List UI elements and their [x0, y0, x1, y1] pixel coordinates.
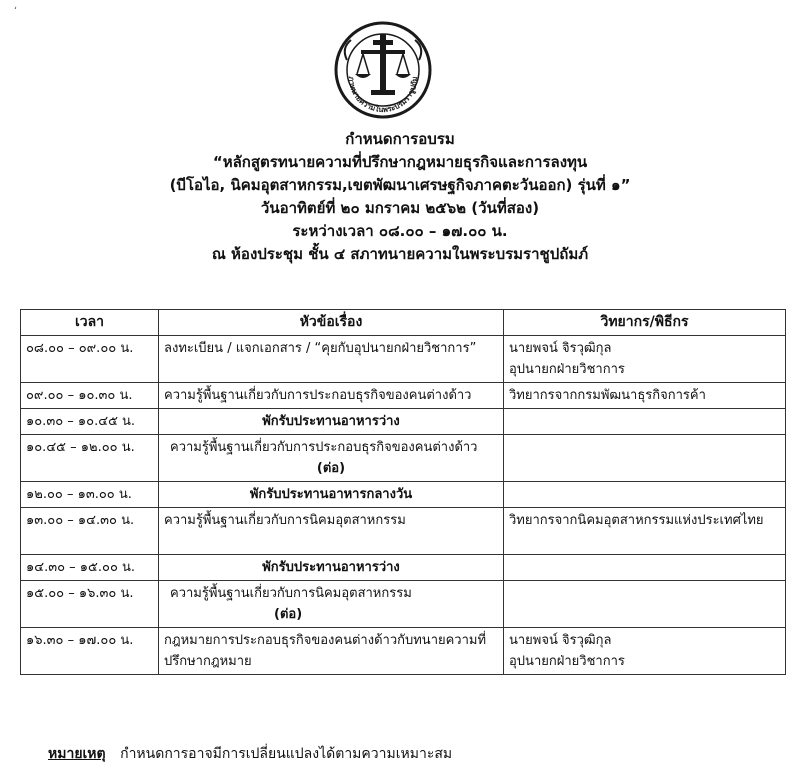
table-row	[21, 482, 786, 508]
row-speaker-empty	[504, 409, 786, 435]
footnote-text: กำหนดการอาจมีการเปลี่ยนแปลงได้ตามความเหมาะสม	[120, 746, 453, 762]
row-topic: ลงทะเบียน / แจกเอกสาร / “คุยกับอุปนายกฝ่ายวิชาการ”	[159, 336, 504, 383]
table-row	[21, 581, 786, 628]
header-topic-column: หัวข้อเรื่อง	[159, 310, 504, 336]
row-topic: ความรู้พื้นฐานเกี่ยวกับการประกอบธุรกิจของคนต่างด้าว	[159, 383, 504, 409]
header-speaker-column: วิทยากร/พิธีกร	[504, 310, 786, 336]
row-time: ๐๙.๐๐ – ๑๐.๓๐ น.	[21, 383, 159, 409]
logo-emblem-text: ภาทนายความในพระบรมราชูปถัม	[346, 76, 420, 115]
table-row	[21, 336, 786, 383]
row-time: ๑๒.๐๐ – ๑๓.๐๐ น.	[21, 482, 159, 508]
schedule-table	[20, 309, 786, 675]
row-speaker-empty	[504, 555, 786, 581]
header-time-column: เวลา	[21, 310, 159, 336]
table-row	[21, 435, 786, 482]
lawyers-council-logo	[333, 20, 433, 120]
logo-emblem-icon	[333, 20, 433, 120]
row-speaker	[504, 628, 786, 675]
row-break-topic: พักรับประทานอาหารว่าง	[159, 555, 504, 581]
table-row	[21, 383, 786, 409]
topic-text: ความรู้พื้นฐานเกี่ยวกับการประกอบธุรกิจของคนต่างด้าว	[170, 440, 478, 455]
speaker-position: อุปนายกฝ่ายวิชาการ	[509, 654, 625, 669]
row-speaker-empty	[504, 482, 786, 508]
header-time: ระหว่างเวลา ๐๘.๐๐ – ๑๗.๐๐ น.	[292, 222, 508, 240]
speaker-name: นายพจน์ จิรวุฒิกุล	[509, 633, 612, 648]
row-topic	[159, 628, 504, 675]
topic-continued: (ต่อ)	[274, 607, 303, 622]
row-topic	[159, 581, 504, 628]
speaker-name: นายพจน์ จิรวุฒิกุล	[509, 341, 612, 356]
row-time: ๑๐.๓๐ – ๑๐.๔๕ น.	[21, 409, 159, 435]
row-time: ๑๔.๓๐ – ๑๕.๐๐ น.	[21, 555, 159, 581]
topic-continued: (ต่อ)	[316, 461, 346, 476]
footnote-label: หมายเหตุ	[48, 746, 106, 762]
topic-text: ความรู้พื้นฐานเกี่ยวกับการนิคมอุตสาหกรรม	[170, 586, 412, 601]
row-time: ๐๘.๐๐ – ๐๙.๐๐ น.	[21, 336, 159, 383]
corner-mark: ʻ	[14, 6, 18, 17]
table-row	[21, 628, 786, 675]
row-time: ๑๐.๔๕ – ๑๒.๐๐ น.	[21, 435, 159, 482]
row-topic	[159, 435, 504, 482]
header-date: วันอาทิตย์ที่ ๒๐ มกราคม ๒๕๖๒ (วันที่สอง)	[260, 199, 540, 217]
document-header	[0, 128, 800, 266]
row-speaker-empty	[504, 581, 786, 628]
footnote	[48, 743, 452, 765]
header-venue: ณ ห้องประชุม ชั้น ๔ สภาทนายความในพระบรมราชูปถัมภ์	[211, 245, 589, 263]
header-course-name: “หลักสูตรทนายความที่ปรึกษากฎหมายธุรกิจและการลงทุน	[212, 153, 588, 171]
header-title: กำหนดการอบรม	[345, 130, 455, 148]
row-speaker: วิทยากรจากนิคมอุตสาหกรรมแห่งประเทศไทย	[504, 508, 786, 555]
row-speaker-empty	[504, 435, 786, 482]
row-time: ๑๓.๐๐ – ๑๔.๓๐ น.	[21, 508, 159, 555]
row-time: ๑๖.๓๐ – ๑๗.๐๐ น.	[21, 628, 159, 675]
table-row	[21, 409, 786, 435]
table-header-row	[21, 310, 786, 336]
row-break-topic: พักรับประทานอาหารว่าง	[159, 409, 504, 435]
topic-text: กฎหมายการประกอบธุรกิจของคนต่างด้าวกับทนายความที่	[164, 633, 487, 648]
header-course-subtitle: (บีโอไอ, นิคมอุตสาหกรรม,เขตพัฒนาเศรษฐกิจภาคตะวันออก) รุ่นที่ ๑”	[169, 176, 631, 194]
speaker-position: อุปนายกฝ่ายวิชาการ	[509, 362, 625, 377]
topic-text-line2: ปรึกษากฎหมาย	[164, 654, 252, 669]
row-speaker	[504, 336, 786, 383]
table-row	[21, 555, 786, 581]
row-break-topic: พักรับประทานอาหารกลางวัน	[159, 482, 504, 508]
row-speaker: วิทยากรจากกรมพัฒนาธุรกิจการค้า	[504, 383, 786, 409]
row-time: ๑๕.๐๐ – ๑๖.๓๐ น.	[21, 581, 159, 628]
table-row	[21, 508, 786, 555]
row-topic: ความรู้พื้นฐานเกี่ยวกับการนิคมอุตสาหกรรม	[159, 508, 504, 555]
